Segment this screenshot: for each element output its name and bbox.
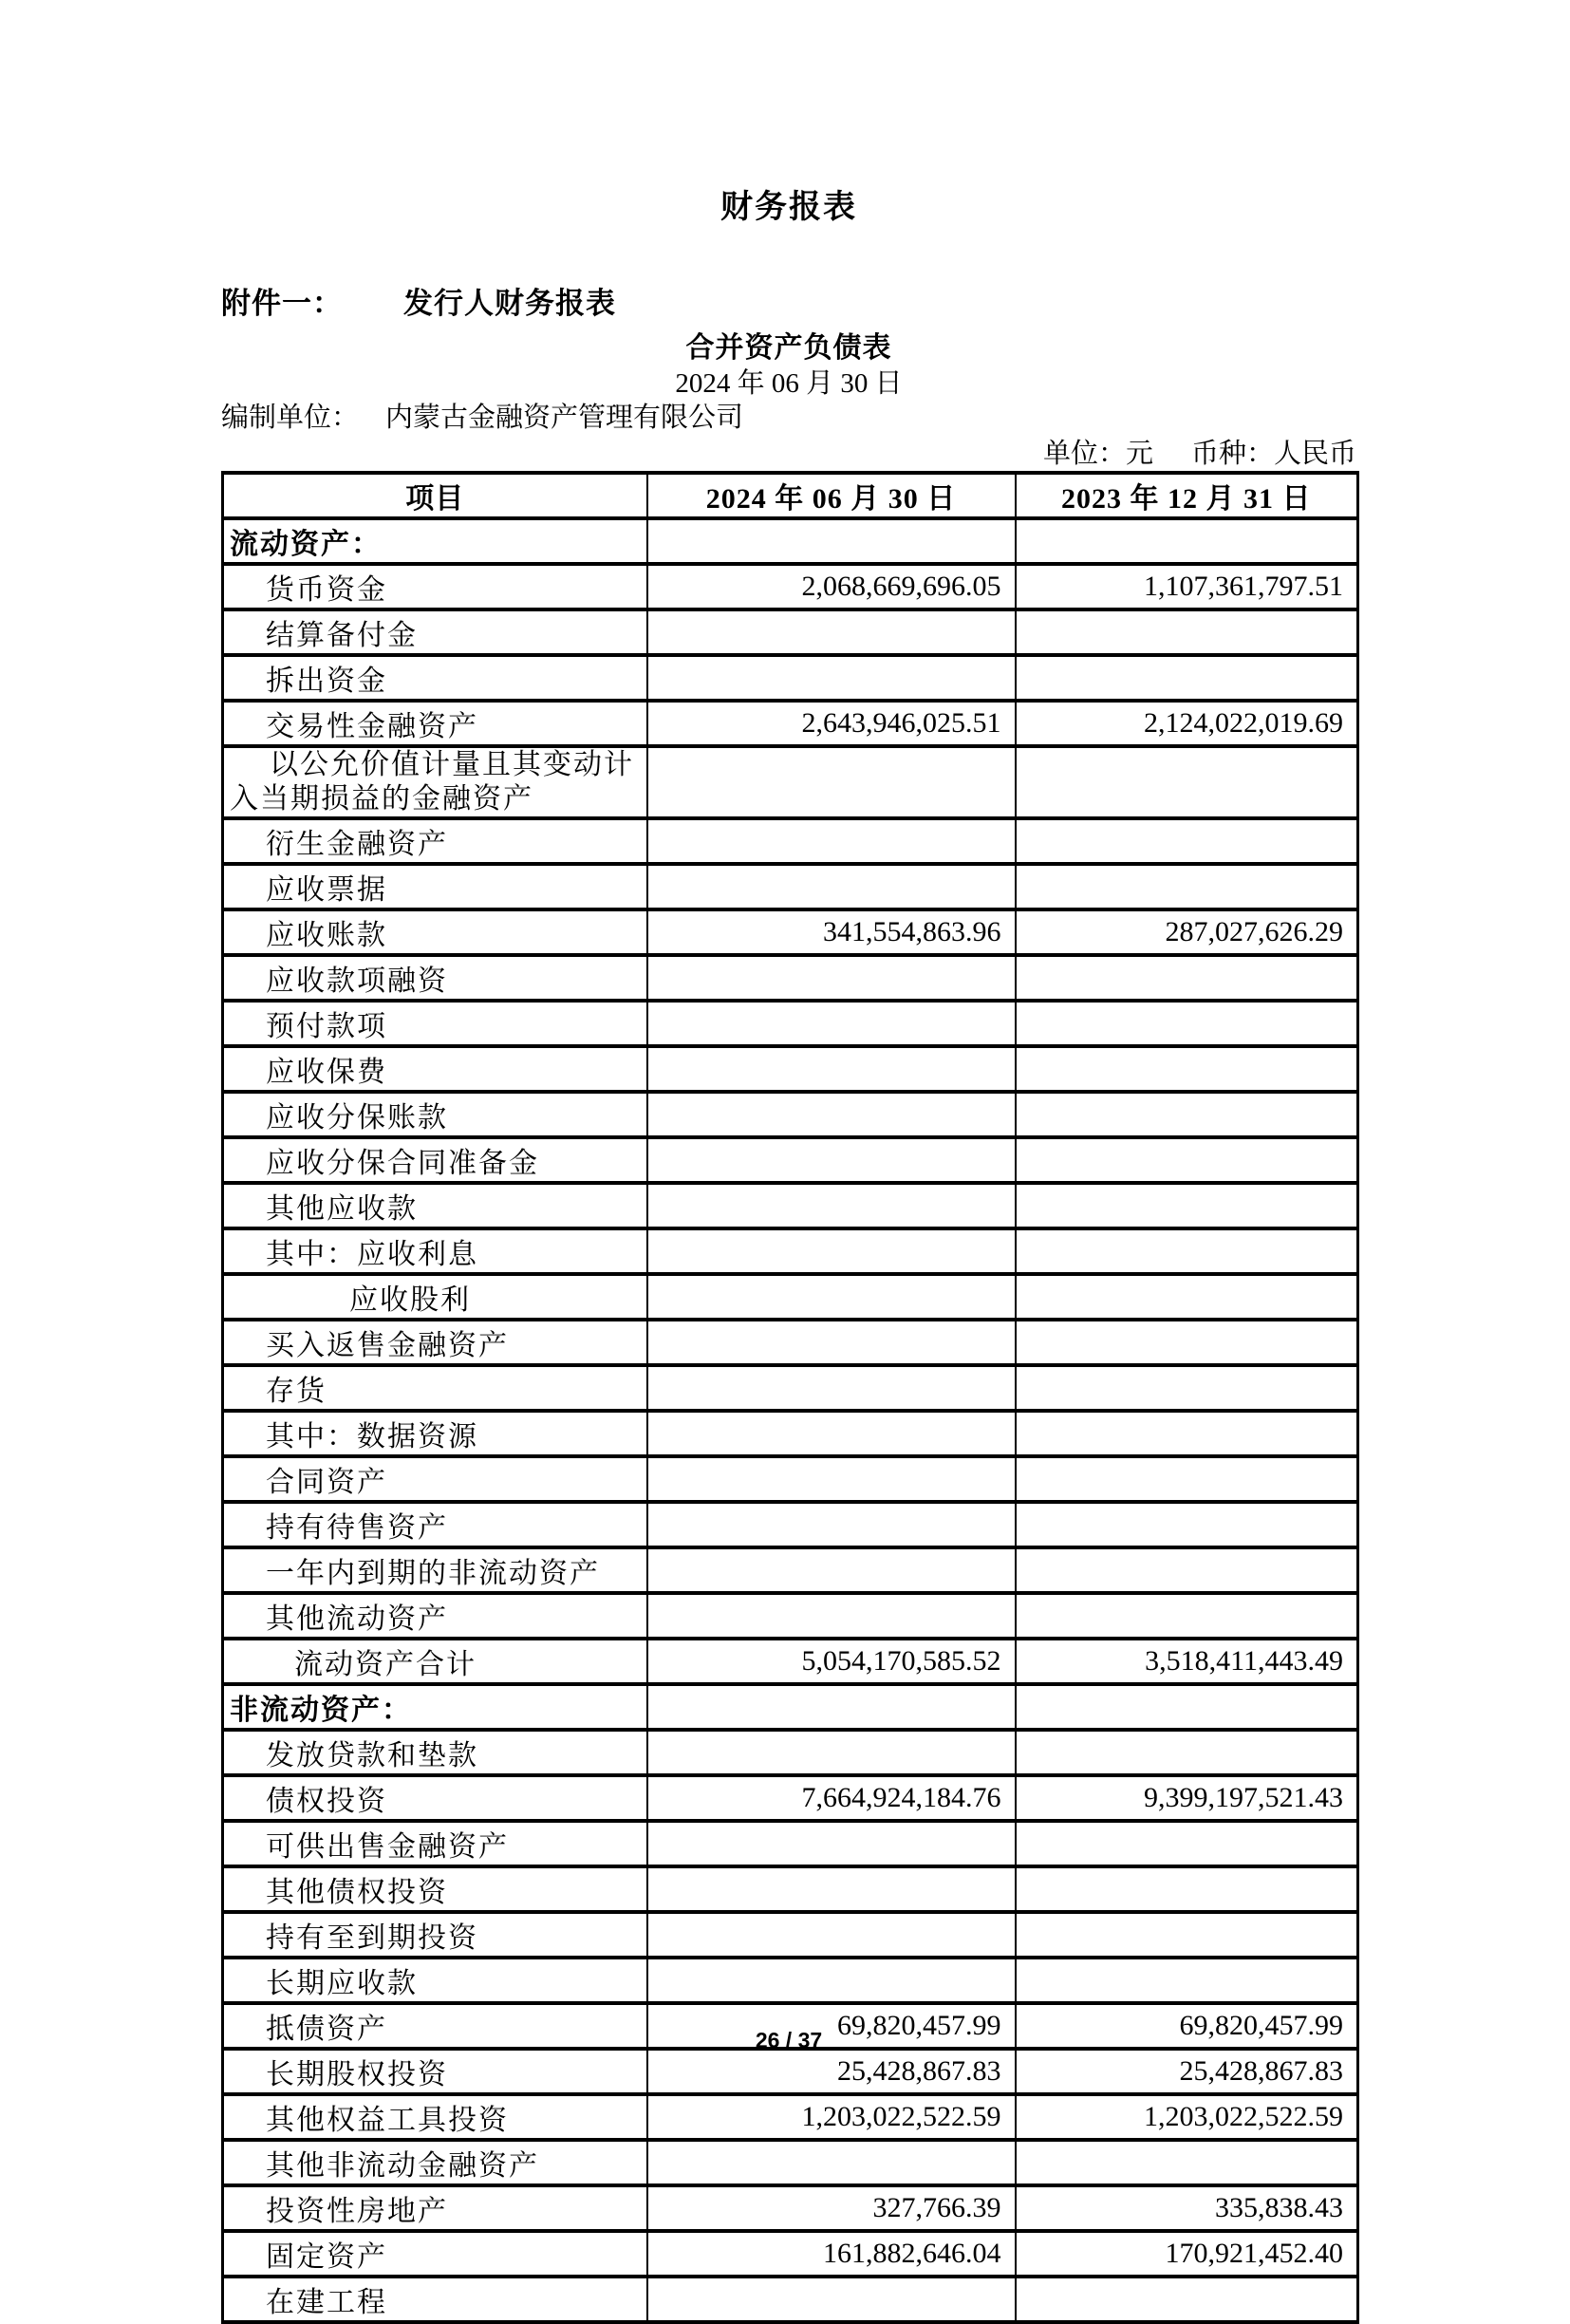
table-row bbox=[223, 1775, 1358, 1821]
value-prior-cell bbox=[1016, 1502, 1358, 1547]
item-cell: 应收保费 bbox=[223, 1046, 647, 1092]
table-row bbox=[223, 1183, 1358, 1228]
item-cell: 流动资产： bbox=[223, 518, 647, 564]
value-prior-cell bbox=[1016, 1365, 1358, 1411]
item-cell: 债权投资 bbox=[223, 1775, 647, 1821]
column-header-current-period: 2024 年 06 月 30 日 bbox=[647, 473, 1016, 518]
table-row bbox=[223, 518, 1358, 564]
table-row bbox=[223, 1684, 1358, 1730]
item-cell: 其他权益工具投资 bbox=[223, 2094, 647, 2140]
table-row bbox=[223, 1228, 1358, 1274]
item-cell: 投资性房地产 bbox=[223, 2185, 647, 2231]
table-row bbox=[223, 701, 1358, 746]
value-current-cell bbox=[647, 609, 1016, 655]
value-prior-cell bbox=[1016, 1866, 1358, 1912]
statement-date: 2024 年 06 月 30 日 bbox=[675, 368, 903, 399]
attachment-title: 发行人财务报表 bbox=[403, 287, 616, 320]
item-cell: 可供出售金融资产 bbox=[223, 1821, 647, 1866]
table-row bbox=[223, 564, 1358, 609]
attachment-heading bbox=[221, 283, 1356, 325]
item-cell: 结算备付金 bbox=[223, 609, 647, 655]
value-current-cell bbox=[647, 1456, 1016, 1502]
value-current-cell bbox=[647, 1547, 1016, 1593]
value-prior-cell bbox=[1016, 1092, 1358, 1137]
value-prior-cell bbox=[1016, 1046, 1358, 1092]
value-current-cell bbox=[647, 746, 1016, 818]
table-row bbox=[223, 1958, 1358, 2003]
item-cell: 其他应收款 bbox=[223, 1183, 647, 1228]
item-cell: 在建工程 bbox=[223, 2277, 647, 2322]
column-header-item: 项目 bbox=[223, 473, 647, 518]
value-prior-cell bbox=[1016, 518, 1358, 564]
table-row bbox=[223, 909, 1358, 955]
item-cell: 应收股利 bbox=[223, 1274, 647, 1320]
table-row bbox=[223, 2277, 1358, 2322]
table-row bbox=[223, 1639, 1358, 1684]
table-row bbox=[223, 818, 1358, 864]
value-current-cell bbox=[647, 818, 1016, 864]
table-row bbox=[223, 1456, 1358, 1502]
value-current-cell bbox=[647, 1365, 1016, 1411]
value-current-cell bbox=[647, 1958, 1016, 2003]
value-prior-cell bbox=[1016, 818, 1358, 864]
item-cell: 固定资产 bbox=[223, 2231, 647, 2277]
table-row bbox=[223, 1593, 1358, 1639]
value-current-cell bbox=[647, 1730, 1016, 1775]
value-current-cell bbox=[647, 955, 1016, 1001]
value-current-cell bbox=[647, 1866, 1016, 1912]
prepared-by-line bbox=[221, 401, 1356, 435]
value-prior-cell: 170,921,452.40 bbox=[1016, 2231, 1358, 2277]
value-current-cell: 341,554,863.96 bbox=[647, 909, 1016, 955]
item-cell: 应收款项融资 bbox=[223, 955, 647, 1001]
value-current-cell bbox=[647, 1228, 1016, 1274]
table-row bbox=[223, 746, 1358, 818]
item-cell: 应收账款 bbox=[223, 909, 647, 955]
prepared-by-label: 编制单位： bbox=[221, 403, 360, 433]
page-title: 财务报表 bbox=[720, 190, 857, 225]
value-current-cell: 2,068,669,696.05 bbox=[647, 564, 1016, 609]
table-row bbox=[223, 955, 1358, 1001]
item-cell: 非流动资产： bbox=[223, 1684, 647, 1730]
table-row bbox=[223, 1411, 1358, 1456]
value-prior-cell bbox=[1016, 1320, 1358, 1365]
table-row bbox=[223, 2231, 1358, 2277]
value-prior-cell bbox=[1016, 746, 1358, 818]
value-prior-cell bbox=[1016, 1912, 1358, 1958]
table-row bbox=[223, 2140, 1358, 2185]
item-cell: 持有至到期投资 bbox=[223, 1912, 647, 1958]
item-cell: 交易性金融资产 bbox=[223, 701, 647, 746]
value-prior-cell bbox=[1016, 864, 1358, 909]
value-prior-cell: 69,820,457.99 bbox=[1016, 2003, 1358, 2049]
value-prior-cell bbox=[1016, 1456, 1358, 1502]
value-current-cell bbox=[647, 1046, 1016, 1092]
attachment-label: 附件一： bbox=[221, 287, 343, 320]
value-current-cell: 7,664,924,184.76 bbox=[647, 1775, 1016, 1821]
value-prior-cell bbox=[1016, 655, 1358, 701]
value-prior-cell: 1,107,361,797.51 bbox=[1016, 564, 1358, 609]
item-cell: 长期应收款 bbox=[223, 1958, 647, 2003]
value-current-cell: 69,820,457.99 bbox=[647, 2003, 1016, 2049]
item-cell bbox=[223, 746, 647, 818]
item-cell: 长期股权投资 bbox=[223, 2049, 647, 2094]
item-cell: 应收票据 bbox=[223, 864, 647, 909]
value-prior-cell bbox=[1016, 1001, 1358, 1046]
value-current-cell bbox=[647, 1137, 1016, 1183]
item-cell: 其他流动资产 bbox=[223, 1593, 647, 1639]
item-cell: 合同资产 bbox=[223, 1456, 647, 1502]
value-prior-cell bbox=[1016, 1228, 1358, 1274]
table-row bbox=[223, 1046, 1358, 1092]
column-header-prior-period: 2023 年 12 月 31 日 bbox=[1016, 473, 1358, 518]
table-row bbox=[223, 1137, 1358, 1183]
value-current-cell bbox=[647, 1502, 1016, 1547]
value-current-cell bbox=[647, 1411, 1016, 1456]
table-row bbox=[223, 1001, 1358, 1046]
item-cell: 其他非流动金融资产 bbox=[223, 2140, 647, 2185]
value-prior-cell bbox=[1016, 1684, 1358, 1730]
value-current-cell bbox=[647, 518, 1016, 564]
value-current-cell bbox=[647, 1684, 1016, 1730]
item-cell-line: 入当期损益的金融资产 bbox=[230, 783, 533, 815]
table-row bbox=[223, 1821, 1358, 1866]
item-cell: 其中：数据资源 bbox=[223, 1411, 647, 1456]
prepared-by-value: 内蒙古金融资产管理有限公司 bbox=[385, 403, 744, 433]
value-prior-cell bbox=[1016, 2277, 1358, 2322]
table-row bbox=[223, 1730, 1358, 1775]
item-cell: 其他债权投资 bbox=[223, 1866, 647, 1912]
value-prior-cell: 287,027,626.29 bbox=[1016, 909, 1358, 955]
value-prior-cell bbox=[1016, 1730, 1358, 1775]
value-current-cell: 161,882,646.04 bbox=[647, 2231, 1016, 2277]
table-row bbox=[223, 1866, 1358, 1912]
value-prior-cell: 2,124,022,019.69 bbox=[1016, 701, 1358, 746]
table-header bbox=[223, 473, 1358, 518]
item-cell: 一年内到期的非流动资产 bbox=[223, 1547, 647, 1593]
value-prior-cell: 3,518,411,443.49 bbox=[1016, 1639, 1358, 1684]
item-cell: 衍生金融资产 bbox=[223, 818, 647, 864]
table-row bbox=[223, 2094, 1358, 2140]
table-row bbox=[223, 1365, 1358, 1411]
value-current-cell: 25,428,867.83 bbox=[647, 2049, 1016, 2094]
item-cell: 抵债资产 bbox=[223, 2003, 647, 2049]
value-current-cell: 5,054,170,585.52 bbox=[647, 1639, 1016, 1684]
table-row bbox=[223, 2185, 1358, 2231]
value-prior-cell bbox=[1016, 609, 1358, 655]
unit-note-line bbox=[221, 437, 1356, 471]
unit-note: 单位：元 bbox=[1042, 439, 1153, 469]
item-cell: 应收分保合同准备金 bbox=[223, 1137, 647, 1183]
value-prior-cell bbox=[1016, 1411, 1358, 1456]
value-current-cell bbox=[647, 655, 1016, 701]
value-current-cell bbox=[647, 864, 1016, 909]
table-row bbox=[223, 2049, 1358, 2094]
value-prior-cell bbox=[1016, 955, 1358, 1001]
value-current-cell: 327,766.39 bbox=[647, 2185, 1016, 2231]
value-current-cell bbox=[647, 1274, 1016, 1320]
table-row bbox=[223, 1092, 1358, 1137]
item-cell: 货币资金 bbox=[223, 564, 647, 609]
value-prior-cell bbox=[1016, 1593, 1358, 1639]
item-cell: 买入返售金融资产 bbox=[223, 1320, 647, 1365]
table-row bbox=[223, 864, 1358, 909]
value-current-cell: 2,643,946,025.51 bbox=[647, 701, 1016, 746]
value-prior-cell: 335,838.43 bbox=[1016, 2185, 1358, 2231]
currency-note: 币种：人民币 bbox=[1190, 439, 1356, 469]
value-prior-cell: 25,428,867.83 bbox=[1016, 2049, 1358, 2094]
table-row bbox=[223, 1547, 1358, 1593]
item-cell: 拆出资金 bbox=[223, 655, 647, 701]
table-row bbox=[223, 1502, 1358, 1547]
value-current-cell bbox=[647, 1912, 1016, 1958]
table-row bbox=[223, 655, 1358, 701]
value-prior-cell bbox=[1016, 1274, 1358, 1320]
value-prior-cell bbox=[1016, 2140, 1358, 2185]
page-content bbox=[221, 0, 1356, 2324]
value-prior-cell: 9,399,197,521.43 bbox=[1016, 1775, 1358, 1821]
page-number: 26 / 37 bbox=[755, 2028, 823, 2052]
value-prior-cell bbox=[1016, 1547, 1358, 1593]
value-prior-cell bbox=[1016, 1183, 1358, 1228]
value-current-cell bbox=[647, 2277, 1016, 2322]
item-cell: 预付款项 bbox=[223, 1001, 647, 1046]
value-prior-cell bbox=[1016, 1958, 1358, 2003]
item-cell: 其中：应收利息 bbox=[223, 1228, 647, 1274]
value-current-cell bbox=[647, 1001, 1016, 1046]
item-cell: 流动资产合计 bbox=[223, 1639, 647, 1684]
statement-title: 合并资产负债表 bbox=[685, 332, 892, 364]
value-current-cell bbox=[647, 2140, 1016, 2185]
value-current-cell bbox=[647, 1092, 1016, 1137]
value-prior-cell: 1,203,022,522.59 bbox=[1016, 2094, 1358, 2140]
item-cell: 持有待售资产 bbox=[223, 1502, 647, 1547]
item-cell: 存货 bbox=[223, 1365, 647, 1411]
table-header-row bbox=[223, 473, 1358, 518]
value-current-cell: 1,203,022,522.59 bbox=[647, 2094, 1016, 2140]
item-cell: 应收分保账款 bbox=[223, 1092, 647, 1137]
table-row bbox=[223, 1274, 1358, 1320]
value-prior-cell bbox=[1016, 1137, 1358, 1183]
value-current-cell bbox=[647, 1183, 1016, 1228]
item-cell-line: 以公允价值计量且其变动计 bbox=[270, 749, 634, 780]
item-cell: 发放贷款和垫款 bbox=[223, 1730, 647, 1775]
value-current-cell bbox=[647, 1320, 1016, 1365]
value-current-cell bbox=[647, 1593, 1016, 1639]
value-prior-cell bbox=[1016, 1821, 1358, 1866]
table-row bbox=[223, 1320, 1358, 1365]
table-row bbox=[223, 609, 1358, 655]
table-row bbox=[223, 1912, 1358, 1958]
value-current-cell bbox=[647, 1821, 1016, 1866]
